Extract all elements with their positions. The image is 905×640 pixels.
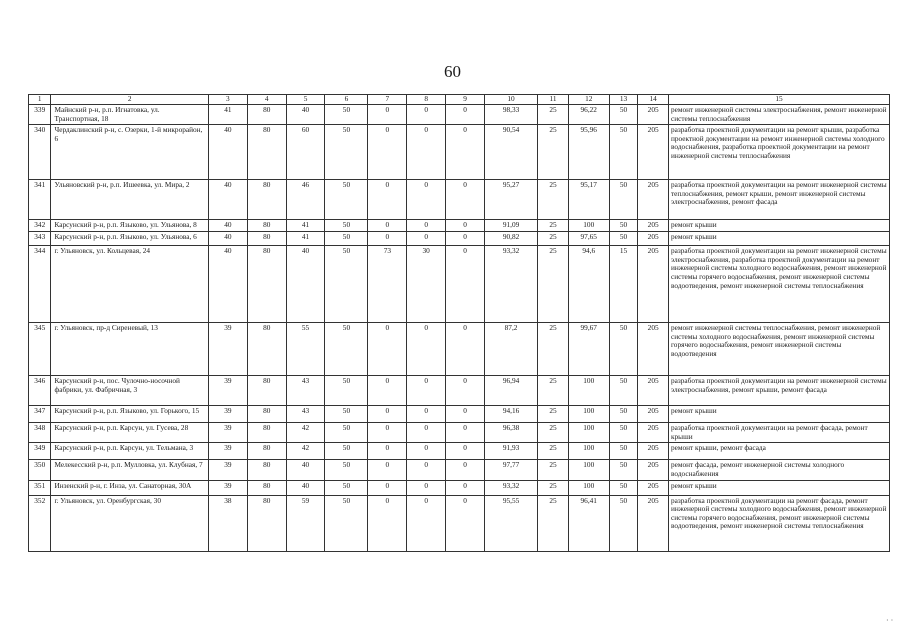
value-cell: 90,54 <box>484 125 537 180</box>
value-cell: 91,09 <box>484 220 537 232</box>
value-cell: 55 <box>286 323 325 376</box>
value-cell: 0 <box>407 376 446 406</box>
row-number-cell: 341 <box>29 180 51 220</box>
address-cell: г. Ульяновск, ул. Кольцевая, 24 <box>51 246 208 323</box>
value-cell: 0 <box>368 423 407 443</box>
value-cell: 50 <box>609 180 638 220</box>
value-cell: 80 <box>247 406 286 423</box>
table-row <box>29 376 890 406</box>
row-number-cell: 342 <box>29 220 51 232</box>
value-cell: 42 <box>286 443 325 460</box>
value-cell: 0 <box>407 406 446 423</box>
value-cell: 80 <box>247 376 286 406</box>
value-cell: 96,38 <box>484 423 537 443</box>
address-cell: Мелекесский р-н, р.п. Мулловка, ул. Клубная, 7 <box>51 460 208 480</box>
works-cell: разработка проектной документации на ремонт фасада, ремонт крыши <box>668 423 889 443</box>
column-header: 14 <box>638 95 669 105</box>
value-cell: 80 <box>247 323 286 376</box>
row-number-cell: 345 <box>29 323 51 376</box>
row-number-cell: 348 <box>29 423 51 443</box>
value-cell: 40 <box>208 232 247 246</box>
value-cell: 50 <box>609 423 638 443</box>
row-number-cell: 340 <box>29 125 51 180</box>
value-cell: 50 <box>325 376 368 406</box>
value-cell: 73 <box>368 246 407 323</box>
value-cell: 205 <box>638 443 669 460</box>
value-cell: 50 <box>609 125 638 180</box>
table-row <box>29 406 890 423</box>
value-cell: 205 <box>638 246 669 323</box>
value-cell: 205 <box>638 495 669 551</box>
row-number-cell: 349 <box>29 443 51 460</box>
value-cell: 96,41 <box>568 495 609 551</box>
value-cell: 25 <box>538 443 569 460</box>
value-cell: 0 <box>407 232 446 246</box>
works-cell: разработка проектной документации на ремонт фасада, ремонт инженерной системы холодного водоснабжения, ремонт инженерной системы горячего водоснабжения, ремонт инженерной системы водоотведения, ремонт инженерной системы теплоснабжения <box>668 495 889 551</box>
value-cell: 40 <box>208 180 247 220</box>
row-number-cell: 351 <box>29 480 51 495</box>
value-cell: 80 <box>247 495 286 551</box>
value-cell: 0 <box>368 105 407 125</box>
column-header: 13 <box>609 95 638 105</box>
value-cell: 25 <box>538 460 569 480</box>
value-cell: 50 <box>325 495 368 551</box>
value-cell: 100 <box>568 406 609 423</box>
works-cell: разработка проектной документации на ремонт инженерной системы электроснабжения, ремонт крыши, ремонт фасада <box>668 376 889 406</box>
column-header: 3 <box>208 95 247 105</box>
value-cell: 25 <box>538 406 569 423</box>
address-cell: Инзенский р-н, г. Инза, ул. Санаторная, 30А <box>51 480 208 495</box>
column-header: 12 <box>568 95 609 105</box>
value-cell: 40 <box>286 480 325 495</box>
table-row <box>29 105 890 125</box>
value-cell: 100 <box>568 376 609 406</box>
works-cell: ремонт крыши <box>668 220 889 232</box>
table-row <box>29 495 890 551</box>
value-cell: 0 <box>407 495 446 551</box>
value-cell: 39 <box>208 423 247 443</box>
address-cell: г. Ульяновск, пр-д Сиреневый, 13 <box>51 323 208 376</box>
column-header: 5 <box>286 95 325 105</box>
value-cell: 205 <box>638 406 669 423</box>
value-cell: 205 <box>638 423 669 443</box>
value-cell: 99,67 <box>568 323 609 376</box>
value-cell: 25 <box>538 495 569 551</box>
value-cell: 50 <box>325 323 368 376</box>
value-cell: 94,6 <box>568 246 609 323</box>
address-cell: Майнский р-н, р.п. Игнатовка, ул. Транспортная, 18 <box>51 105 208 125</box>
value-cell: 43 <box>286 406 325 423</box>
value-cell: 50 <box>325 443 368 460</box>
value-cell: 50 <box>325 232 368 246</box>
value-cell: 50 <box>609 105 638 125</box>
table-row <box>29 480 890 495</box>
value-cell: 50 <box>609 443 638 460</box>
scan-mark: · · <box>886 616 894 625</box>
address-cell: Чердаклинский р-н, с. Озерки, 1-й микрорайон, 6 <box>51 125 208 180</box>
value-cell: 41 <box>286 220 325 232</box>
row-number-cell: 344 <box>29 246 51 323</box>
value-cell: 39 <box>208 376 247 406</box>
value-cell: 25 <box>538 220 569 232</box>
table-row <box>29 423 890 443</box>
value-cell: 50 <box>609 480 638 495</box>
column-header: 7 <box>368 95 407 105</box>
value-cell: 93,32 <box>484 480 537 495</box>
value-cell: 39 <box>208 460 247 480</box>
value-cell: 0 <box>446 376 485 406</box>
value-cell: 25 <box>538 105 569 125</box>
value-cell: 0 <box>368 406 407 423</box>
works-cell: разработка проектной документации на ремонт крыши, разработка проектной документации на ремонт инженерной системы холодного водоснабжения, разработка проектной документации на ремонт инженерной системы теплоснабжения <box>668 125 889 180</box>
table-row <box>29 443 890 460</box>
value-cell: 94,16 <box>484 406 537 423</box>
value-cell: 80 <box>247 480 286 495</box>
address-cell: г. Ульяновск, ул. Оренбургская, 30 <box>51 495 208 551</box>
value-cell: 0 <box>446 323 485 376</box>
address-cell: Ульяновский р-н, р.п. Ишеевка, ул. Мира, 2 <box>51 180 208 220</box>
value-cell: 43 <box>286 376 325 406</box>
value-cell: 97,65 <box>568 232 609 246</box>
row-number-cell: 339 <box>29 105 51 125</box>
value-cell: 40 <box>286 460 325 480</box>
value-cell: 0 <box>368 495 407 551</box>
value-cell: 50 <box>609 232 638 246</box>
value-cell: 205 <box>638 460 669 480</box>
value-cell: 0 <box>407 460 446 480</box>
value-cell: 0 <box>446 443 485 460</box>
value-cell: 0 <box>446 460 485 480</box>
table-row <box>29 125 890 180</box>
value-cell: 15 <box>609 246 638 323</box>
value-cell: 80 <box>247 460 286 480</box>
table-row <box>29 220 890 232</box>
value-cell: 80 <box>247 105 286 125</box>
column-header: 1 <box>29 95 51 105</box>
value-cell: 41 <box>208 105 247 125</box>
value-cell: 100 <box>568 220 609 232</box>
value-cell: 0 <box>407 443 446 460</box>
value-cell: 80 <box>247 125 286 180</box>
address-cell: Карсунский р-н, р.п. Карсун, ул. Гусева, 28 <box>51 423 208 443</box>
value-cell: 25 <box>538 323 569 376</box>
value-cell: 0 <box>407 323 446 376</box>
table-row <box>29 323 890 376</box>
address-cell: Карсунский р-н, р.п. Языково, ул. Ульянова, 8 <box>51 220 208 232</box>
value-cell: 87,2 <box>484 323 537 376</box>
value-cell: 0 <box>446 495 485 551</box>
value-cell: 205 <box>638 480 669 495</box>
works-cell: ремонт фасада, ремонт инженерной системы холодного водоснабжения <box>668 460 889 480</box>
value-cell: 0 <box>446 105 485 125</box>
value-cell: 100 <box>568 480 609 495</box>
address-cell: Карсунский р-н, пос. Чулочно-носочной фабрики, ул. Фабричная, 3 <box>51 376 208 406</box>
value-cell: 25 <box>538 480 569 495</box>
value-cell: 80 <box>247 232 286 246</box>
value-cell: 80 <box>247 443 286 460</box>
header-row <box>29 95 890 105</box>
column-header: 2 <box>51 95 208 105</box>
value-cell: 0 <box>446 220 485 232</box>
value-cell: 0 <box>368 125 407 180</box>
row-number-cell: 350 <box>29 460 51 480</box>
value-cell: 0 <box>446 480 485 495</box>
column-header: 6 <box>325 95 368 105</box>
value-cell: 80 <box>247 423 286 443</box>
value-cell: 40 <box>208 220 247 232</box>
value-cell: 96,94 <box>484 376 537 406</box>
value-cell: 205 <box>638 232 669 246</box>
value-cell: 50 <box>609 460 638 480</box>
value-cell: 40 <box>208 125 247 180</box>
value-cell: 50 <box>325 246 368 323</box>
value-cell: 40 <box>286 105 325 125</box>
works-cell: ремонт крыши <box>668 480 889 495</box>
value-cell: 91,93 <box>484 443 537 460</box>
value-cell: 39 <box>208 406 247 423</box>
value-cell: 0 <box>407 180 446 220</box>
value-cell: 0 <box>446 246 485 323</box>
value-cell: 205 <box>638 376 669 406</box>
value-cell: 50 <box>325 220 368 232</box>
works-cell: разработка проектной документации на ремонт инженерной системы теплоснабжения, ремонт крыши, ремонт инженерной системы электроснабжения, ремонт фасада <box>668 180 889 220</box>
column-header: 11 <box>538 95 569 105</box>
value-cell: 96,22 <box>568 105 609 125</box>
table-row <box>29 460 890 480</box>
value-cell: 0 <box>407 125 446 180</box>
works-cell: ремонт инженерной системы теплоснабжения, ремонт инженерной системы холодного водоснабжения, ремонт инженерной системы горячего водоснабжения, ремонт инженерной системы водоотведения <box>668 323 889 376</box>
value-cell: 0 <box>368 443 407 460</box>
row-number-cell: 347 <box>29 406 51 423</box>
value-cell: 50 <box>609 495 638 551</box>
column-header: 9 <box>446 95 485 105</box>
value-cell: 50 <box>325 125 368 180</box>
address-cell: Карсунский р-н, р.п. Языково, ул. Ульянова, 6 <box>51 232 208 246</box>
value-cell: 40 <box>286 246 325 323</box>
address-cell: Карсунский р-н, р.п. Языково, ул. Горького, 15 <box>51 406 208 423</box>
value-cell: 95,96 <box>568 125 609 180</box>
value-cell: 25 <box>538 246 569 323</box>
value-cell: 39 <box>208 323 247 376</box>
page-number: 60 <box>444 62 461 81</box>
value-cell: 0 <box>446 406 485 423</box>
value-cell: 0 <box>368 180 407 220</box>
works-cell: ремонт крыши <box>668 232 889 246</box>
value-cell: 100 <box>568 460 609 480</box>
value-cell: 100 <box>568 443 609 460</box>
works-cell: ремонт инженерной системы электроснабжения, ремонт инженерной системы теплоснабжения <box>668 105 889 125</box>
value-cell: 80 <box>247 220 286 232</box>
table-row <box>29 180 890 220</box>
repair-table <box>28 94 890 552</box>
value-cell: 38 <box>208 495 247 551</box>
value-cell: 0 <box>407 423 446 443</box>
value-cell: 205 <box>638 220 669 232</box>
works-cell: ремонт крыши, ремонт фасада <box>668 443 889 460</box>
value-cell: 25 <box>538 125 569 180</box>
value-cell: 97,77 <box>484 460 537 480</box>
value-cell: 0 <box>446 423 485 443</box>
value-cell: 25 <box>538 232 569 246</box>
value-cell: 93,32 <box>484 246 537 323</box>
value-cell: 80 <box>247 180 286 220</box>
value-cell: 90,82 <box>484 232 537 246</box>
value-cell: 50 <box>325 180 368 220</box>
value-cell: 0 <box>446 232 485 246</box>
works-cell: разработка проектной документации на ремонт инженерной системы электроснабжения, разработка проектной документации на ремонт инженерной системы холодного водоснабжения, ремонт инженерной системы горячего водоснабжения, ремонт инженерной системы водоотведения, ремонт инженерной системы теплоснабжения <box>668 246 889 323</box>
value-cell: 50 <box>609 323 638 376</box>
value-cell: 0 <box>407 480 446 495</box>
value-cell: 0 <box>446 125 485 180</box>
table-row <box>29 232 890 246</box>
value-cell: 205 <box>638 323 669 376</box>
value-cell: 60 <box>286 125 325 180</box>
table-row <box>29 246 890 323</box>
value-cell: 0 <box>368 220 407 232</box>
value-cell: 95,17 <box>568 180 609 220</box>
value-cell: 95,55 <box>484 495 537 551</box>
value-cell: 50 <box>325 423 368 443</box>
value-cell: 25 <box>538 180 569 220</box>
value-cell: 50 <box>609 376 638 406</box>
value-cell: 98,33 <box>484 105 537 125</box>
row-number-cell: 343 <box>29 232 51 246</box>
value-cell: 50 <box>325 105 368 125</box>
value-cell: 0 <box>368 232 407 246</box>
row-number-cell: 346 <box>29 376 51 406</box>
value-cell: 50 <box>325 460 368 480</box>
value-cell: 50 <box>609 406 638 423</box>
value-cell: 205 <box>638 180 669 220</box>
value-cell: 0 <box>368 480 407 495</box>
address-cell: Карсунский р-н, р.п. Карсун, ул. Тельмана, 3 <box>51 443 208 460</box>
value-cell: 39 <box>208 480 247 495</box>
value-cell: 100 <box>568 423 609 443</box>
value-cell: 0 <box>368 323 407 376</box>
value-cell: 0 <box>446 180 485 220</box>
value-cell: 0 <box>368 376 407 406</box>
value-cell: 0 <box>407 220 446 232</box>
value-cell: 42 <box>286 423 325 443</box>
value-cell: 30 <box>407 246 446 323</box>
column-header: 15 <box>668 95 889 105</box>
value-cell: 205 <box>638 125 669 180</box>
value-cell: 50 <box>609 220 638 232</box>
works-cell: ремонт крыши <box>668 406 889 423</box>
column-header: 10 <box>484 95 537 105</box>
value-cell: 46 <box>286 180 325 220</box>
value-cell: 205 <box>638 105 669 125</box>
value-cell: 50 <box>325 480 368 495</box>
value-cell: 25 <box>538 423 569 443</box>
value-cell: 59 <box>286 495 325 551</box>
value-cell: 39 <box>208 443 247 460</box>
value-cell: 41 <box>286 232 325 246</box>
value-cell: 80 <box>247 246 286 323</box>
value-cell: 25 <box>538 376 569 406</box>
value-cell: 0 <box>368 460 407 480</box>
value-cell: 95,27 <box>484 180 537 220</box>
value-cell: 0 <box>407 105 446 125</box>
value-cell: 40 <box>208 246 247 323</box>
column-header: 4 <box>247 95 286 105</box>
row-number-cell: 352 <box>29 495 51 551</box>
column-header: 8 <box>407 95 446 105</box>
value-cell: 50 <box>325 406 368 423</box>
